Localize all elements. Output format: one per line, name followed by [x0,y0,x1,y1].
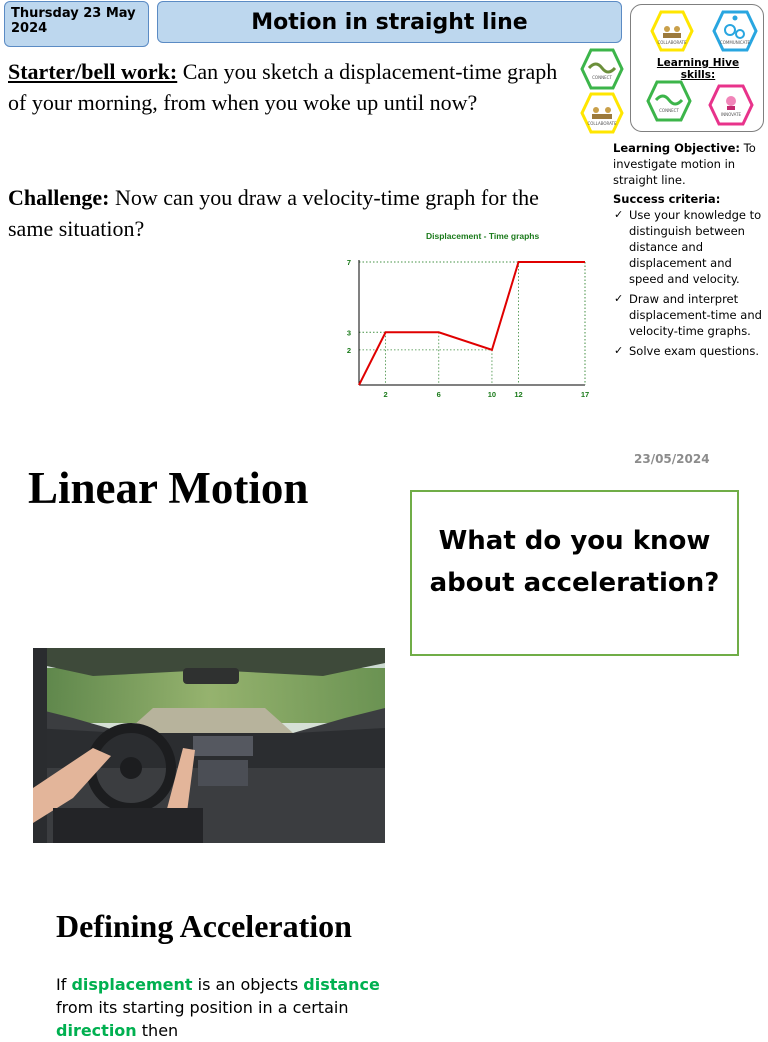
question-line: about acceleration? [429,568,720,598]
linear-motion-title: Linear Motion [28,463,309,513]
definition-paragraph: If displacement is an objects distance from its starting position in a certain direction then [56,975,380,1040]
slide-date: 23/05/2024 [634,452,710,466]
starter-question [8,56,574,118]
objective-lead: Learning Objective: [613,141,741,155]
hive-skill-label: INNOVATE [720,112,742,117]
x-tick-label: 10 [487,390,497,399]
keyword-displacement: displacement [71,975,193,994]
lesson-title-box [157,1,622,43]
hive-skills-label: Learning Hive skills: [656,57,740,81]
checkmark-icon: ✓ [614,344,624,357]
acceleration-question-box [410,490,739,656]
date-box [4,1,149,47]
starter-text: Can you sketch a displacement-time graph of your morning, from when you woke up until now? [8,59,558,115]
chart-title: Displacement - Time graphs [426,231,540,241]
criteria-item: ✓ Solve exam questions. [614,344,759,358]
hive-skill-label: COLLABORATE [587,121,617,126]
hexagon-connect-icon [580,48,624,90]
learning-objectives [613,140,763,359]
criteria-lead: Success criteria: [613,192,721,206]
y-tick-label: 3 [346,328,351,338]
objective-paragraph [613,140,763,188]
displacement-time-graph [330,225,600,405]
challenge-lead: Challenge: [8,185,110,210]
y-tick-label: 7 [346,258,351,267]
question-line: What do you know [438,526,711,556]
keyword-distance: distance [303,975,380,994]
hive-skill-label: COLLABORATE [657,40,687,45]
x-tick-label: 17 [580,390,590,399]
hive-skill-label: CONNECT [659,108,679,113]
starter-lead: Starter/bell work: [8,59,178,84]
objective-text: To investigate motion in straight line. [613,141,756,187]
keyword-direction: direction [56,1021,137,1040]
criteria-item: ✓ Use your knowledge to distinguish between distance and displacement and speed and velocity. [614,208,762,286]
hexagon-collaborate-icon [650,10,694,52]
x-tick-label: 12 [514,390,523,399]
car-interior-photo [33,648,385,843]
x-tick-label: 6 [436,390,441,399]
defining-acceleration-title: Defining Acceleration [56,908,352,944]
checkmark-icon: ✓ [614,292,624,305]
lesson-title: Motion in straight line [251,9,528,35]
success-criteria-list [613,207,763,359]
x-tick-label: 2 [383,390,388,399]
hive-skill-label: COMMUNICATE [719,40,751,45]
displacement-line [359,262,585,385]
hexagon-connect-green-icon [646,80,692,122]
hexagon-communicate-icon [712,10,758,52]
challenge-text: Now can you draw a velocity-time graph for the same situation? [8,185,539,241]
lesson-date: Thursday 23 May 2024 [11,6,136,36]
hive-skill-label: CONNECT [592,75,612,80]
criteria-item: ✓ Draw and interpret displacement-time and velocity-time graphs. [614,292,762,338]
y-tick-label: 2 [346,345,351,355]
hexagon-engage-icon [580,92,624,134]
checkmark-icon: ✓ [614,208,624,221]
hexagon-innovate-icon [708,84,754,126]
